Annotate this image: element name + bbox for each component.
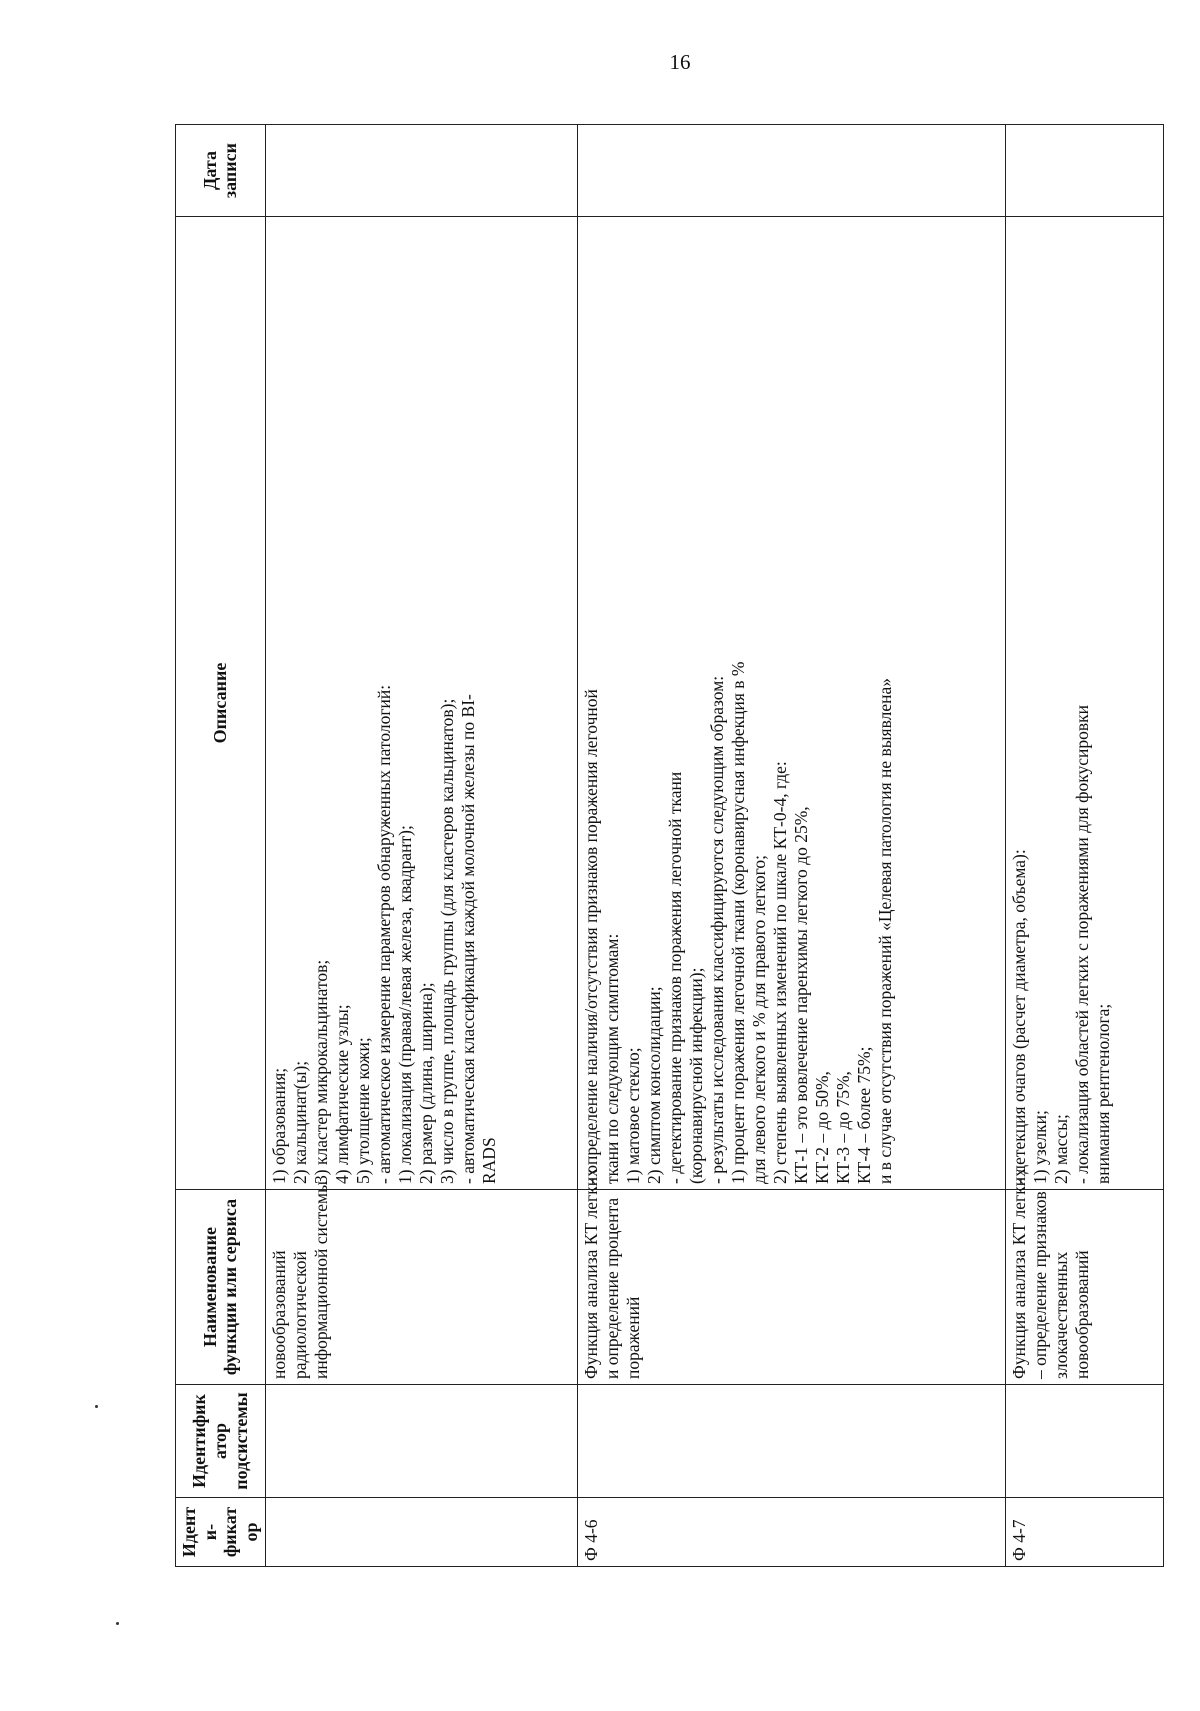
text-line: Функция анализа КТ легких	[1008, 1168, 1029, 1379]
cell-subsystem	[577, 1385, 1005, 1498]
text-line: 3) кластер микрокальцинатов;	[310, 959, 331, 1184]
text-line: и определение процента	[601, 1197, 622, 1379]
cell-record-date	[265, 125, 577, 217]
header-identifier: Иденти-фикатор	[176, 1498, 266, 1567]
text-line: 2) массы;	[1050, 1114, 1071, 1184]
text-line: 5) утолщение кожи;	[352, 1037, 373, 1184]
text-line: для левого легкого и % для правого легкого;	[748, 854, 769, 1184]
text-line: 4) лимфатические узлы;	[331, 1004, 352, 1184]
text-line: 1) образования;	[268, 1067, 289, 1184]
page-number: 16	[669, 50, 691, 74]
scan-speck	[116, 1622, 119, 1625]
text-line: Функция анализа КТ легких	[580, 1168, 601, 1379]
cell-function-name	[577, 1168, 1005, 1385]
text-line: 2) степень выявленных изменений по шкале КТ-0-4, где:	[769, 761, 790, 1184]
cell-function-name	[1005, 1168, 1163, 1385]
text-line: 3) число в группе, площадь группы (для кластеров кальцинатов);	[436, 698, 457, 1184]
text-line: - определение наличия/отсутствия признаков поражения легочной	[580, 689, 601, 1184]
text-line: внимания рентгенолога;	[1092, 1003, 1113, 1184]
text-line: 2) симптом консолидации;	[643, 986, 664, 1184]
text-line: - локализация областей легких с поражениями для фокусировки	[1071, 704, 1092, 1184]
cell-function-name	[265, 1181, 577, 1385]
text-line: новообразований	[1071, 1250, 1092, 1379]
cell-subsystem	[1005, 1385, 1163, 1498]
text-line: и в случае отсутствия поражений «Целевая патология не выявлена»	[874, 677, 895, 1184]
table-row	[1005, 125, 1163, 1567]
rotated-table-container	[175, 125, 1141, 1567]
text-line: КТ-2 – до 50%,	[811, 1071, 832, 1184]
text-line: информационной системы	[310, 1181, 331, 1379]
text-line: ткани по следующим симптомам:	[601, 933, 622, 1184]
text-line: 1) процент поражения легочной ткани (коронавирусная инфекция в %	[727, 661, 748, 1184]
cell-identifier	[265, 1498, 577, 1567]
text-line: - результаты исследования классифицируются следующим образом:	[706, 675, 727, 1184]
text-line: - детектирование признаков поражения легочной ткани	[664, 771, 685, 1184]
table-row	[577, 125, 1005, 1567]
text-line: – определение признаков	[1029, 1191, 1050, 1379]
cell-identifier: Ф 4-6	[577, 1498, 1005, 1567]
text-line: КТ-3 – до 75%,	[832, 1071, 853, 1184]
cell-description	[265, 217, 577, 1190]
table-row	[265, 125, 577, 1567]
cell-description	[577, 217, 1005, 1190]
text-line: 2) кальцинат(ы);	[289, 1060, 310, 1184]
cell-subsystem	[265, 1385, 577, 1498]
header-function-name: Наименование функции или сервиса	[176, 1190, 266, 1385]
text-line: (коронавирусной инфекции);	[685, 967, 706, 1184]
text-line: RADS	[478, 1137, 499, 1184]
header-description: Описание	[176, 217, 266, 1190]
text-line: 1) локализация (правая/левая железа, квадрант);	[394, 825, 415, 1184]
text-line: КТ-4 – более 75%;	[853, 1046, 874, 1184]
cell-record-date	[1005, 125, 1163, 217]
cell-description	[1005, 217, 1163, 1190]
scan-speck	[95, 1405, 98, 1408]
text-line: поражений	[622, 1296, 643, 1379]
text-line: - детекция очагов (расчет диаметра, объема):	[1008, 849, 1029, 1184]
header-subsystem: Идентификатор подсистемы	[176, 1385, 266, 1498]
functions-table	[175, 124, 1164, 1567]
text-line: - автоматическое измерение параметров обнаруженных патологий:	[373, 684, 394, 1184]
text-line: новообразований	[268, 1250, 289, 1379]
text-line: 2) размер (длина, ширина);	[415, 982, 436, 1184]
header-record-date: Дата записи	[176, 125, 266, 217]
cell-record-date	[577, 125, 1005, 217]
text-line: КТ-1 – это вовлечение паренхимы легкого до 25%,	[790, 806, 811, 1184]
text-line: 1) матовое стекло;	[622, 1047, 643, 1184]
text-line: радиологической	[289, 1251, 310, 1379]
text-line: - автоматическая классификация каждой молочной железы по BI-	[457, 694, 478, 1184]
cell-identifier: Ф 4-7	[1005, 1498, 1163, 1567]
text-line: 1) узелки;	[1029, 1110, 1050, 1184]
table-header-row	[176, 125, 266, 1567]
text-line: злокачественных	[1050, 1251, 1071, 1379]
